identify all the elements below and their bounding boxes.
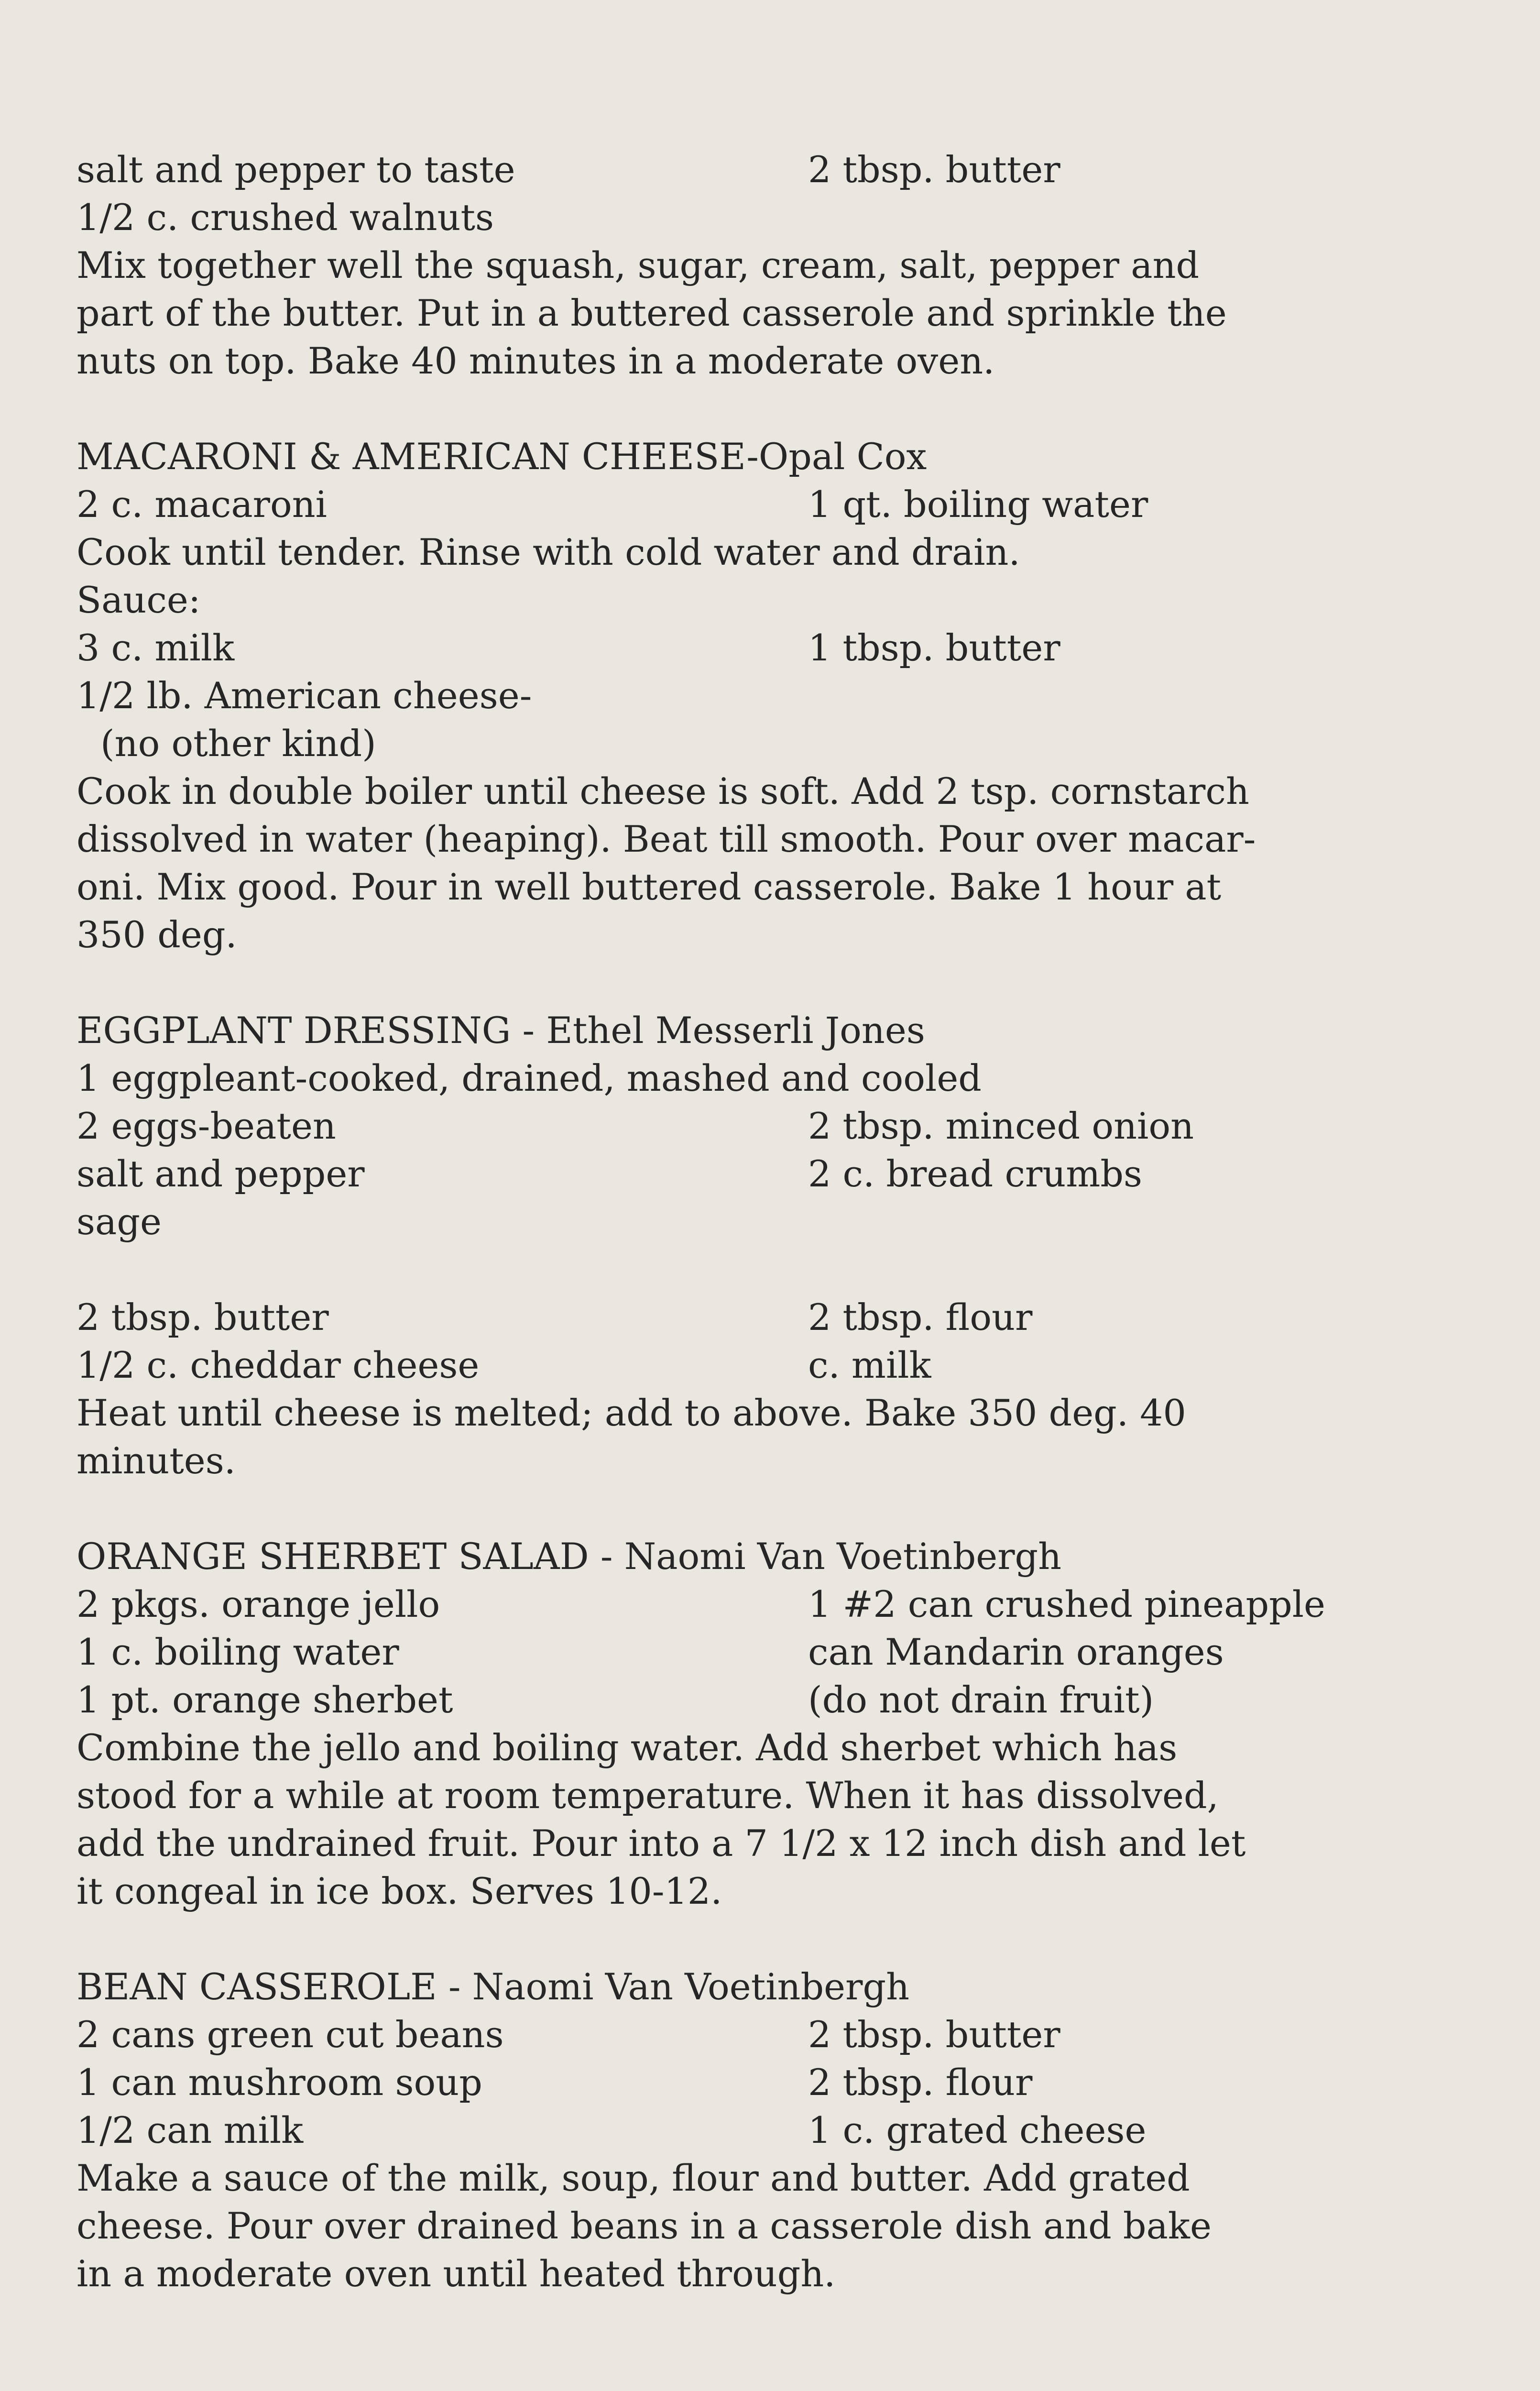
text-line: 1 c. boiling water [76, 1631, 399, 1673]
text-line-right: 1 c. grated cheese [808, 2109, 1147, 2151]
text-line: MACARONI & AMERICAN CHEESE-Opal Cox [76, 435, 927, 478]
text-line: add the undrained fruit. Pour into a 7 1/2 x 12 inch dish and let [76, 1822, 1246, 1865]
text-line-right: 1 #2 can crushed pineapple [808, 1583, 1326, 1625]
text-line: 2 pkgs. orange jello [76, 1583, 440, 1625]
text-line: ORANGE SHERBET SALAD - Naomi Van Voetinbergh [76, 1535, 1062, 1578]
text-line: 2 c. macaroni [76, 483, 327, 526]
text-line: it congeal in ice box. Serves 10-12. [76, 1870, 722, 1912]
text-line: sage [76, 1200, 162, 1243]
text-line-right: can Mandarin oranges [808, 1631, 1224, 1673]
text-line: 1/2 can milk [76, 2109, 304, 2151]
text-line-right: c. milk [808, 1344, 931, 1386]
text-line-right: (do not drain fruit) [808, 1678, 1154, 1721]
text-line-right: 2 tbsp. butter [808, 148, 1060, 191]
text-line-right: 1 tbsp. butter [808, 626, 1060, 669]
text-line: Mix together well the squash, sugar, cream, salt, pepper and [76, 244, 1200, 286]
text-line: 350 deg. [76, 913, 237, 956]
text-line: 1 can mushroom soup [76, 2061, 482, 2104]
text-line: part of the butter. Put in a buttered casserole and sprinkle the [76, 292, 1227, 334]
text-line: Combine the jello and boiling water. Add sherbet which has [76, 1726, 1178, 1769]
text-line: 1/2 c. crushed walnuts [76, 196, 494, 239]
text-line: BEAN CASSEROLE - Naomi Van Voetinbergh [76, 1965, 910, 2008]
text-line: 1 eggpleant-cooked, drained, mashed and cooled [76, 1057, 982, 1099]
text-line: Heat until cheese is melted; add to above. Bake 350 deg. 40 [76, 1392, 1186, 1434]
text-line: EGGPLANT DRESSING - Ethel Messerli Jones [76, 1009, 925, 1052]
text-line: Sauce: [76, 579, 201, 621]
text-line: 2 tbsp. butter [76, 1296, 329, 1338]
text-line: minutes. [76, 1439, 236, 1482]
text-line: stood for a while at room temperature. When it has dissolved, [76, 1774, 1219, 1817]
text-line: 1/2 c. cheddar cheese [76, 1344, 480, 1386]
text-line: salt and pepper to taste [76, 148, 515, 191]
text-line-right: 2 tbsp. minced onion [808, 1105, 1194, 1147]
text-line-right: 2 tbsp. butter [808, 2013, 1060, 2056]
text-line: in a moderate oven until heated through. [76, 2252, 836, 2295]
text-line-right: 2 c. bread crumbs [808, 1152, 1143, 1195]
text-line: Cook until tender. Rinse with cold water and drain. [76, 531, 1020, 573]
text-line-right: 1 qt. boiling water [808, 483, 1148, 526]
text-line: dissolved in water (heaping). Beat till smooth. Pour over macar- [76, 818, 1256, 860]
text-line-right: 2 tbsp. flour [808, 2061, 1033, 2104]
text-line: salt and pepper [76, 1152, 365, 1195]
text-line-right: 2 tbsp. flour [808, 1296, 1033, 1338]
text-line: Make a sauce of the milk, soup, flour and butter. Add grated [76, 2157, 1190, 2199]
text-line: 3 c. milk [76, 626, 235, 669]
text-line: oni. Mix good. Pour in well buttered casserole. Bake 1 hour at [76, 866, 1222, 908]
text-line: nuts on top. Bake 40 minutes in a moderate oven. [76, 340, 995, 382]
text-line: 1/2 lb. American cheese- [76, 674, 532, 717]
text-line: 1 pt. orange sherbet [76, 1678, 453, 1721]
text-line: cheese. Pour over drained beans in a casserole dish and bake [76, 2205, 1212, 2247]
text-line: Cook in double boiler until cheese is soft. Add 2 tsp. cornstarch [76, 770, 1249, 812]
text-line: 2 cans green cut beans [76, 2013, 504, 2056]
text-line: 2 eggs-beaten [76, 1105, 336, 1147]
text-line: (no other kind) [100, 722, 376, 765]
